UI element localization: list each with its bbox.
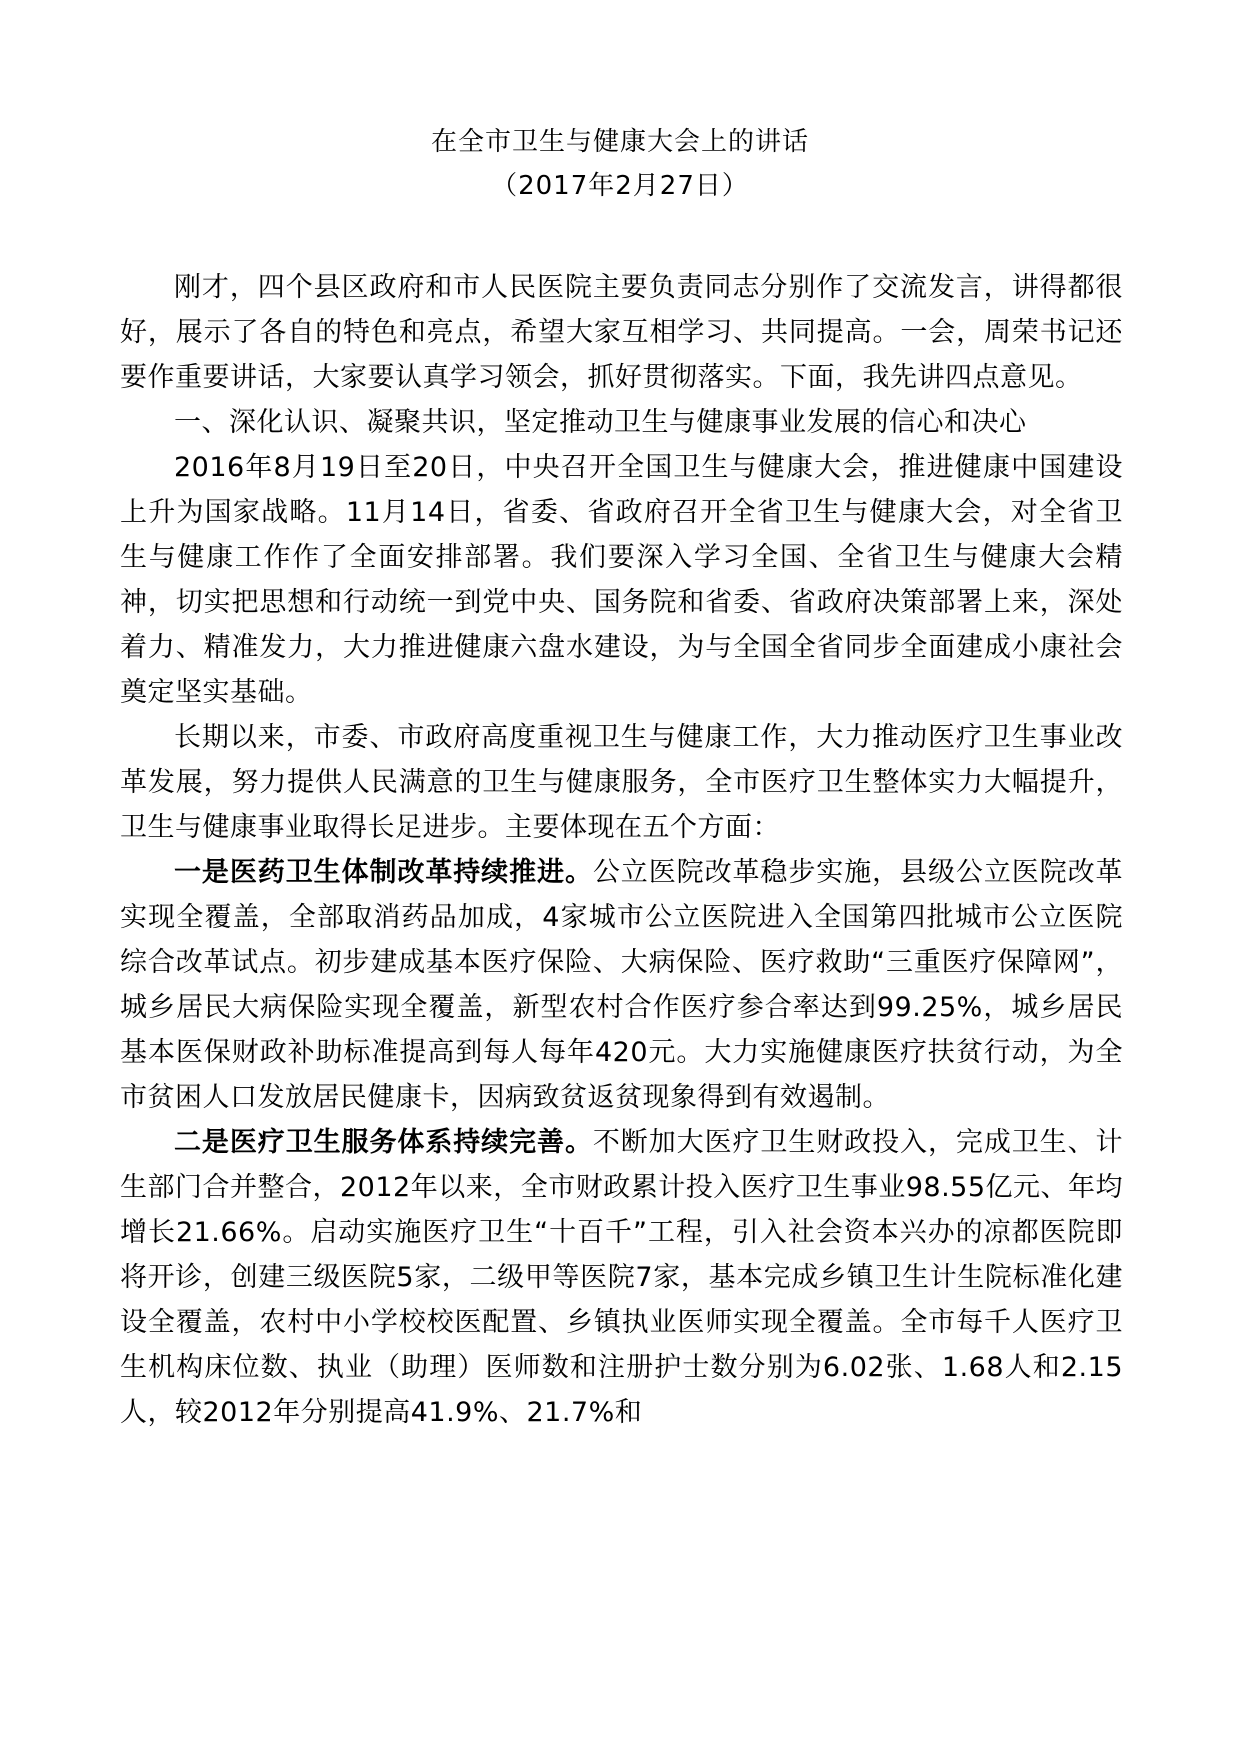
paragraph-lead: 一是医药卫生体制改革持续推进。	[174, 857, 593, 888]
section-heading-text: 一、深化认识、凝聚共识，坚定推动卫生与健康事业发展的信心和决心	[174, 407, 1027, 438]
section-heading	[120, 400, 1123, 445]
title-block	[0, 120, 1240, 208]
paragraph-text: 2016年8月19日至20日，中央召开全国卫生与健康大会，推进健康中国建设上升为国家战略。11月14日，省委、省政府召开全省卫生与健康大会，对全省卫生与健康工作作了全面安排部署。我们要深入学习全国、全省卫生与健康大会精神，切实把思想和行动统一到党中央、国务院和省委、省政府决策部署上来，深处着力、精准发力，大力推进健康六盘水建设，为与全国全省同步全面建成小康社会奠定坚实基础。	[120, 452, 1123, 708]
paragraph	[120, 1120, 1123, 1435]
paragraph-lead: 二是医疗卫生服务体系持续完善。	[174, 1127, 593, 1158]
paragraph-text: 不断加大医疗卫生财政投入，完成卫生、计生部门合并整合，2012年以来，全市财政累计投入医疗卫生事业98.55亿元、年均增长21.66%。启动实施医疗卫生“十百千”工程，引入社会资本兴办的凉都医院即将开诊，创建三级医院5家，二级甲等医院7家，基本完成乡镇卫生计生院标准化建设全覆盖，农村中小学校校医配置、乡镇执业医师实现全覆盖。全市每千人医疗卫生机构床位数、执业（助理）医师数和注册护士数分别为6.02张、1.68人和2.15人，较2012年分别提高41.9%、21.7%和	[120, 1127, 1124, 1428]
paragraph-text: 公立医院改革稳步实施，县级公立医院改革实现全覆盖，全部取消药品加成，4家城市公立医院进入全国第四批城市公立医院综合改革试点。初步建成基本医疗保险、大病保险、医疗救助“三重医疗保障网”，城乡居民大病保险实现全覆盖，新型农村合作医疗参合率达到99.25%，城乡居民基本医保财政补助标准提高到每人每年420元。大力实施健康医疗扶贫行动，为全市贫困人口发放居民健康卡，因病致贫返贫现象得到有效遏制。	[120, 857, 1124, 1113]
document-body	[120, 265, 1123, 1435]
paragraph-text: 长期以来，市委、市政府高度重视卫生与健康工作，大力推动医疗卫生事业改革发展，努力提供人民满意的卫生与健康服务，全市医疗卫生整体实力大幅提升，卫生与健康事业取得长足进步。主要体现在五个方面：	[120, 722, 1123, 843]
paragraph-text: 刚才，四个县区政府和市人民医院主要负责同志分别作了交流发言，讲得都很好，展示了各自的特色和亮点，希望大家互相学习、共同提高。一会，周荣书记还要作重要讲话，大家要认真学习领会，抓好贯彻落实。下面，我先讲四点意见。	[120, 272, 1123, 393]
paragraph	[120, 850, 1123, 1120]
paragraph	[120, 715, 1123, 850]
paragraph	[120, 265, 1123, 400]
document-title: 在全市卫生与健康大会上的讲话	[430, 127, 809, 157]
paragraph	[120, 445, 1123, 715]
document-date: （2017年2月27日）	[491, 171, 749, 201]
